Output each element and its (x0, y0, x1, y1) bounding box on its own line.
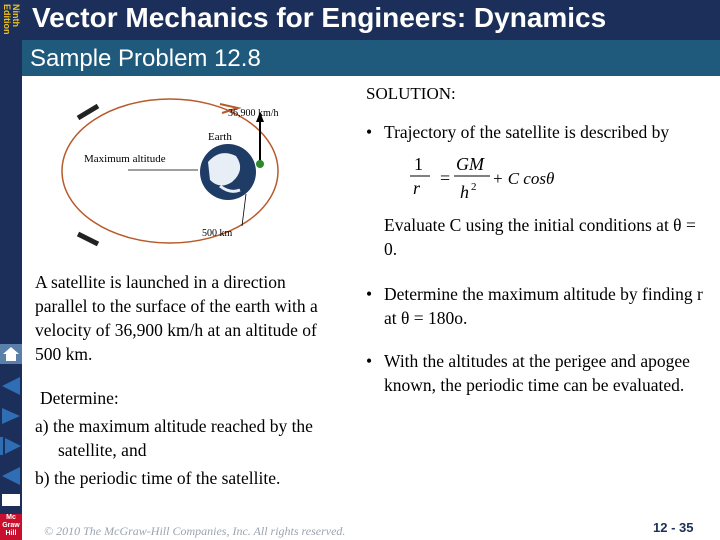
bullet-periodic-time: • With the altitudes at the perigee and apogee known, the periodic time can be evaluated. (366, 351, 690, 395)
satellite-icon (256, 160, 264, 168)
orbit-arrow-left-top (78, 106, 98, 118)
trajectory-equation (408, 150, 558, 204)
svg-text:h: h (460, 182, 469, 202)
speed-label: 36,900 km/h (228, 108, 279, 119)
max-altitude-label: Maximum altitude (84, 153, 166, 165)
edition-label: Ninth Edition (2, 4, 21, 35)
svg-text:=: = (440, 168, 451, 188)
previous-slide-icon[interactable] (0, 406, 22, 426)
mcgraw-hill-logo: Mc Graw Hill (0, 514, 22, 540)
svg-text:1: 1 (414, 154, 423, 174)
determine-label: Determine: (40, 388, 119, 408)
bullet-trajectory: • Trajectory of the satellite is described by (366, 122, 670, 142)
earth-label: Earth (208, 131, 232, 143)
solution-title: SOLUTION: (366, 84, 456, 103)
orbit-diagram (60, 86, 310, 256)
problem-statement: A satellite is launched in a direction parallel to the surface of the earth with a velocity of 36,900 km/h at an altitude of 500 km. (35, 272, 318, 364)
svg-text:r: r (413, 178, 421, 198)
svg-text:+ C cosθ: + C cosθ (492, 169, 555, 188)
left-sidebar (0, 0, 22, 540)
last-slide-icon[interactable] (0, 466, 22, 486)
first-slide-icon[interactable] (0, 376, 22, 396)
bullet-dot: • (366, 122, 373, 142)
svg-text:GM: GM (456, 154, 484, 174)
svg-text:2: 2 (471, 181, 477, 193)
exit-icon[interactable] (0, 492, 22, 508)
page-number: 12 - 35 (653, 520, 694, 535)
home-icon[interactable] (0, 344, 22, 364)
slide-title: Vector Mechanics for Engineers: Dynamics (22, 0, 720, 40)
part-a: a) the maximum altitude reached by the satellite, and (35, 416, 313, 460)
copyright-text: © 2010 The McGraw-Hill Companies, Inc. All rights reserved. (44, 524, 346, 538)
next-slide-icon[interactable] (0, 436, 22, 456)
altitude-label: 500 km (202, 228, 233, 239)
bullet-max-altitude: • Determine the maximum altitude by finding r at θ = 180o. (366, 284, 703, 328)
orbit-arrow-left-bottom (78, 234, 98, 244)
part-b: b) the periodic time of the satellite. (35, 468, 281, 488)
evaluate-c-text: Evaluate C using the initial conditions at θ = 0. (384, 215, 696, 259)
slide-subtitle: Sample Problem 12.8 (22, 40, 720, 76)
